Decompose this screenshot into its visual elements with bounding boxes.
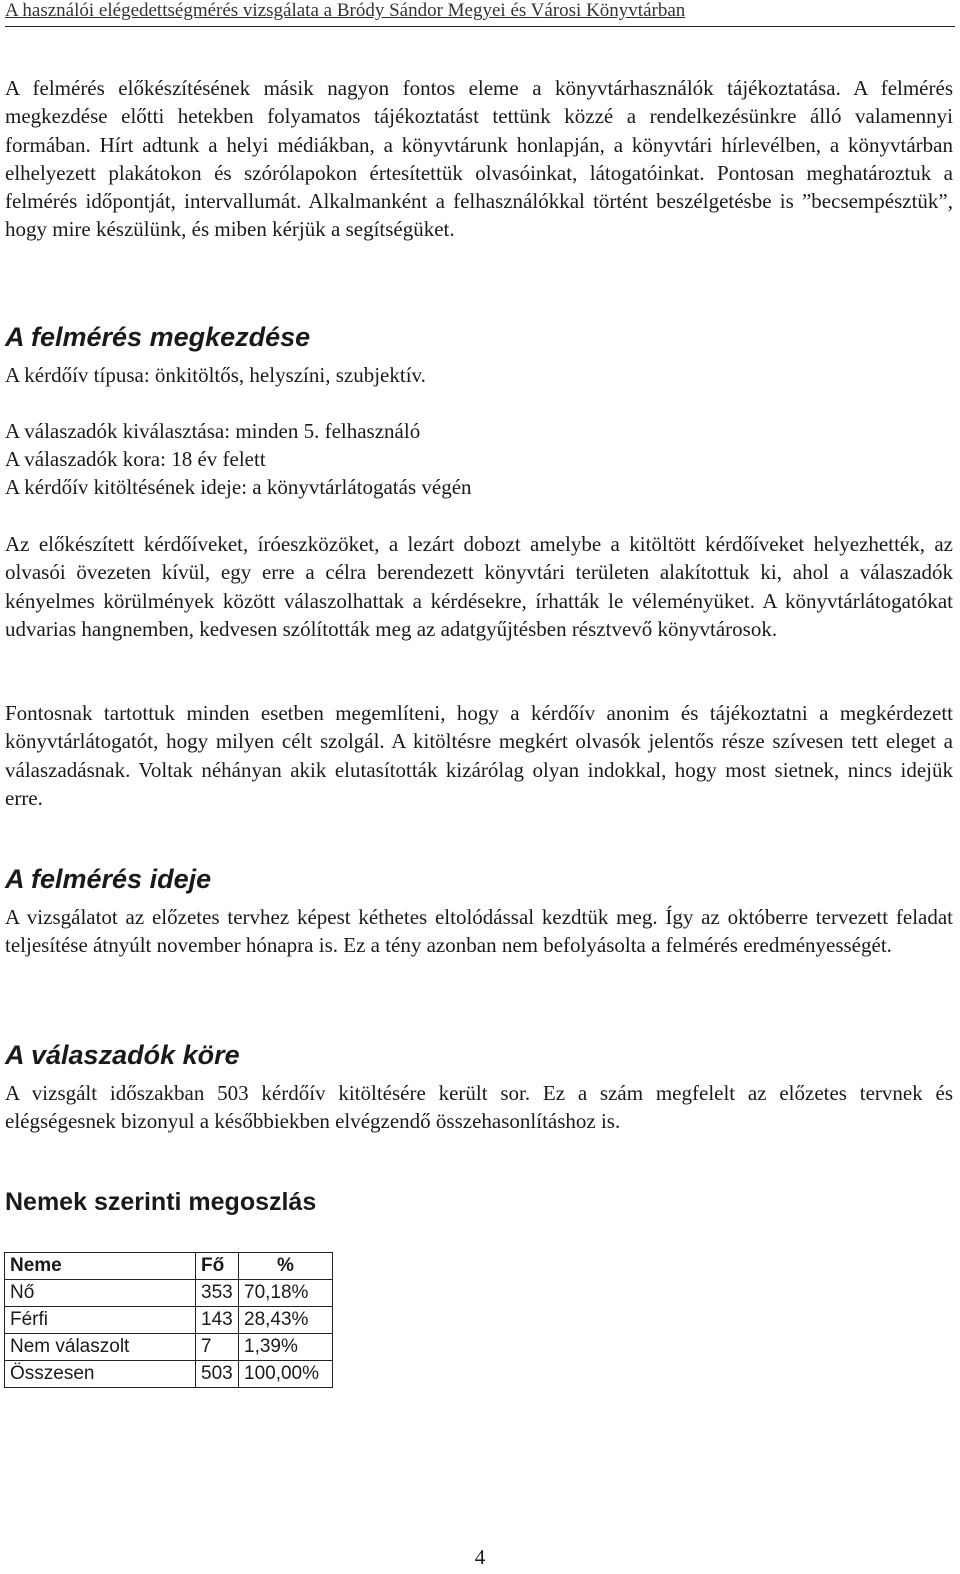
completion-time-line: A kérdőív kitöltésének ideje: a könyvtárlátogatás végén bbox=[5, 475, 472, 499]
page-number: 4 bbox=[474, 1545, 486, 1569]
anonymity-paragraph: Fontosnak tartottuk minden esetben megemlíteni, hogy a kérdőív anonim és tájékoztatni a megkérdezett könyvtárlátogatót, hogy milyen célt szolgál. A kitöltésre megkért olvasók jelentős része szívesen tett eleget a válaszadásnak. Voltak néhányan akik elutasították kizárólag olyan indokkal, hogy most sietnek, nincs idejük erre. bbox=[5, 701, 953, 810]
table-row bbox=[5, 1307, 333, 1334]
table-header-row bbox=[5, 1253, 333, 1280]
questionnaire-type-line: A kérdőív típusa: önkitöltős, helyszíni, szubjektív. bbox=[5, 363, 426, 387]
respondents-paragraph: A vizsgált időszakban 503 kérdőív kitöltésére került sor. Ez a szám megfelelt az előzetes tervnek és elégségesnek bizonyul a későbbiekben elvégzendő összehasonlításhoz is. bbox=[5, 1081, 953, 1134]
time-paragraph: A vizsgálatot az előzetes tervhez képest kéthetes eltolódással kezdtük meg. Így az októberre tervezett feladat teljesítése átnyúlt november hónapra is. Ez a tény azonban nem befolyásolta a felmérés eredményességét. bbox=[5, 905, 953, 958]
gender-distribution-heading: Nemek szerinti megoszlás bbox=[5, 1188, 317, 1216]
section-heading-start: A felmérés megkezdése bbox=[5, 322, 311, 352]
respondent-selection-line: A válaszadók kiválasztása: minden 5. felhasználó bbox=[5, 419, 421, 443]
section-heading-time: A felmérés ideje bbox=[5, 864, 212, 894]
table-cell: 1,39% bbox=[239, 1334, 333, 1361]
gender-distribution-table bbox=[4, 1252, 333, 1388]
running-header bbox=[5, 0, 955, 27]
column-header-percent: % bbox=[239, 1253, 333, 1280]
table-cell: 503 bbox=[196, 1361, 239, 1388]
table-row bbox=[5, 1334, 333, 1361]
table-cell: 7 bbox=[196, 1334, 239, 1361]
table-cell: Férfi bbox=[5, 1307, 196, 1334]
table-cell: Összesen bbox=[5, 1361, 196, 1388]
respondent-age-line: A válaszadók kora: 18 év felett bbox=[5, 447, 266, 471]
table-cell: 28,43% bbox=[239, 1307, 333, 1334]
table-cell: 100,00% bbox=[239, 1361, 333, 1388]
table-row bbox=[5, 1280, 333, 1307]
setup-paragraph: Az előkészített kérdőíveket, íróeszközöket, a lezárt dobozt amelybe a kitöltött kérdőíveket helyezhették, az olvasói övezeten kívül, egy erre a célra berendezett könyvtári területen alakítottuk ki, ahol a válaszadók kényelmes körülmények között válaszolhattak a kérdésekre, írhatták le véleményüket. A könyvtárlátogatókat udvarias hangnemben, kedvesen szólították meg az adatgyűjtésben résztvevő könyvtárosok. bbox=[5, 532, 953, 641]
table-cell: Nő bbox=[5, 1280, 196, 1307]
section-heading-respondents: A válaszadók köre bbox=[5, 1040, 240, 1070]
table-cell: 143 bbox=[196, 1307, 239, 1334]
column-header-count: Fő bbox=[196, 1253, 239, 1280]
column-header-gender: Neme bbox=[5, 1253, 196, 1280]
intro-paragraph: A felmérés előkészítésének másik nagyon fontos eleme a könyvtárhasználók tájékoztatása. A felmérés megkezdése előtti hetekben folyamatos tájékoztatást tettünk közzé a rendelkezésünkre álló valamennyi formában. Hírt adtunk a helyi médiákban, a könyvtárunk honlapján, a könyvtári hírlevélben, a könyvtárban elhelyezett plakátokon és szórólapokon értesítettük olvasóinkat, látogatóinkat. Pontosan meghatároztuk a felmérés időpontját, intervallumát. Alkalmanként a felhasználókkal történt beszélgetésbe is ”becsempésztük”, hogy mire készülünk, és miben kérjük a segítségüket. bbox=[5, 76, 953, 242]
table-cell: Nem válaszolt bbox=[5, 1334, 196, 1361]
table-row bbox=[5, 1361, 333, 1388]
running-header-title: A használói elégedettségmérés vizsgálata a Bródy Sándor Megyei és Városi Könyvtárban bbox=[5, 0, 686, 21]
table-cell: 70,18% bbox=[239, 1280, 333, 1307]
table-cell: 353 bbox=[196, 1280, 239, 1307]
